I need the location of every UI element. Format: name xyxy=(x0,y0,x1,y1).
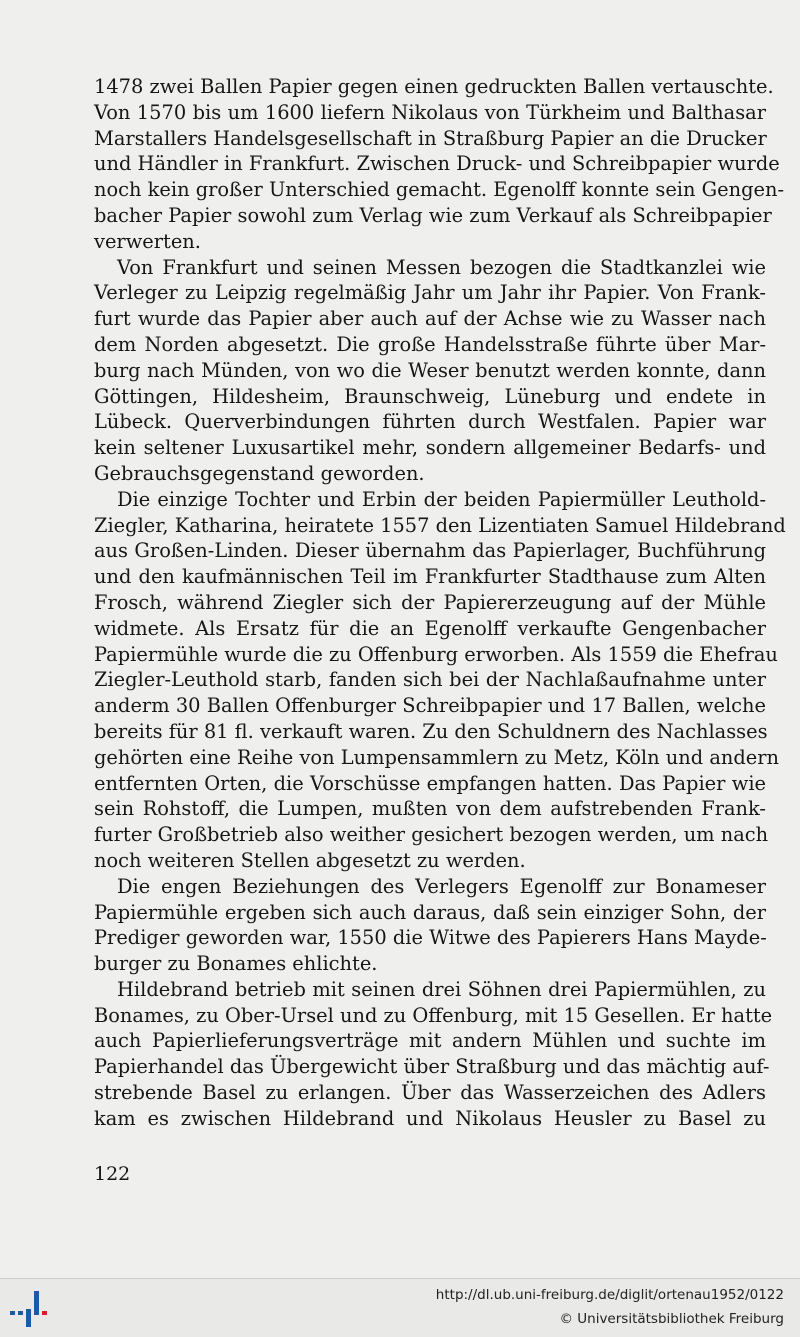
text-line: burg nach Münden, von wo die Weser benutzt werden konnte, dann xyxy=(94,358,766,382)
text-line: Von 1570 bis um 1600 liefern Nikolaus von Türkheim und Balthasar xyxy=(94,100,766,124)
text-line: Hildebrand betrieb mit seinen drei Söhnen drei Papiermühlen, zu xyxy=(117,977,766,1001)
text-line: und Händler in Frankfurt. Zwischen Druck- und Schreibpapier wurde xyxy=(94,152,780,176)
text-line: Papiermühle ergeben sich auch daraus, daß sein einziger Sohn, der xyxy=(94,900,766,924)
text-line: strebende Basel zu erlangen. Über das Wasserzeichen des Adlers xyxy=(94,1081,766,1105)
text-line: Papierhandel das Übergewicht über Straßburg und das mächtig auf- xyxy=(94,1055,770,1079)
text-line: Von Frankfurt und seinen Messen bezogen die Stadtkanzlei wie xyxy=(117,255,766,279)
paragraph xyxy=(94,977,773,1132)
text-line: Papiermühle wurde die zu Offenburg erworben. Als 1559 die Ehefrau xyxy=(94,642,778,666)
text-line: Die engen Beziehungen des Verlegers Egenolff zur Bonameser xyxy=(117,874,766,898)
paragraph xyxy=(94,74,785,255)
text-line: Lübeck. Querverbindungen führten durch Westfalen. Papier war xyxy=(94,410,766,434)
text-line: und den kaufmännischen Teil im Frankfurter Stadthause zum Alten xyxy=(94,565,766,589)
body-text xyxy=(94,74,786,1132)
text-line: sein Rohstoff, die Lumpen, mußten von dem aufstrebenden Frank- xyxy=(94,797,766,821)
text-line: Die einzige Tochter und Erbin der beiden Papiermüller Leuthold- xyxy=(117,487,766,511)
text-line: 1478 zwei Ballen Papier gegen einen gedruckten Ballen vertauschte. xyxy=(94,75,774,98)
text-line: bereits für 81 fl. verkauft waren. Zu den Schuldnern des Nachlasses xyxy=(94,719,768,743)
text-line: Bonames, zu Ober-Ursel und zu Offenburg, mit 15 Gesellen. Er hatte xyxy=(94,1003,773,1027)
paragraph xyxy=(94,255,766,487)
paragraph xyxy=(94,874,766,977)
text-line: Prediger geworden war, 1550 die Witwe des Papierers Hans Mayde- xyxy=(94,926,767,950)
text-line: kam es zwischen Hildebrand und Nikolaus Heusler zu Basel zu xyxy=(94,1106,766,1130)
ub-freiburg-logo-icon[interactable] xyxy=(10,1289,52,1329)
text-line: gehörten eine Reihe von Lumpensammlern zu Metz, Köln und andern xyxy=(94,745,780,769)
copyright-notice: © Universitätsbibliothek Freiburg xyxy=(559,1311,784,1327)
source-url-link[interactable]: http://dl.ub.uni-freiburg.de/diglit/ortenau1952/0122 xyxy=(435,1287,784,1303)
text-line: verwerten. xyxy=(94,229,201,253)
text-line: widmete. Als Ersatz für die an Egenolff verkaufte Gengenbacher xyxy=(94,616,766,640)
text-line: anderm 30 Ballen Offenburger Schreibpapier und 17 Ballen, welche xyxy=(94,694,766,718)
text-line: burger zu Bonames ehlichte. xyxy=(94,952,378,976)
text-line: furt wurde das Papier aber auch auf der Achse wie zu Wasser nach xyxy=(94,307,766,331)
text-line: aus Großen-Linden. Dieser übernahm das Papierlager, Buchführung xyxy=(94,539,766,563)
text-line: Gebrauchsgegenstand geworden. xyxy=(94,461,425,485)
text-line: noch weiteren Stellen abgesetzt zu werden. xyxy=(94,848,526,872)
text-line: furter Großbetrieb also weither gesichert bezogen werden, um nach xyxy=(94,823,769,847)
library-footer xyxy=(0,1278,800,1337)
text-line: Ziegler, Katharina, heiratete 1557 den Lizentiaten Samuel Hildebrand xyxy=(94,513,786,537)
page-number: 122 xyxy=(94,1163,131,1185)
text-line: Göttingen, Hildesheim, Braunschweig, Lüneburg und endete in xyxy=(94,384,766,408)
text-line: auch Papierlieferungsverträge mit andern Mühlen und suchte im xyxy=(94,1029,766,1053)
text-line: Verleger zu Leipzig regelmäßig Jahr um Jahr ihr Papier. Von Frank- xyxy=(94,281,766,305)
text-line: Ziegler-Leuthold starb, fanden sich bei der Nachlaßaufnahme unter xyxy=(94,668,766,692)
text-line: noch kein großer Unterschied gemacht. Egenolff konnte sein Gengen- xyxy=(94,178,785,202)
text-line: bacher Papier sowohl zum Verlag wie zum Verkauf als Schreibpapier xyxy=(94,203,772,227)
text-line: dem Norden abgesetzt. Die große Handelsstraße führte über Mar- xyxy=(94,332,766,356)
text-line: kein seltener Luxusartikel mehr, sondern allgemeiner Bedarfs- und xyxy=(94,436,766,460)
text-line: entfernten Orten, die Vorschüsse empfangen hatten. Das Papier wie xyxy=(94,771,766,795)
text-line: Frosch, während Ziegler sich der Papiererzeugung auf der Mühle xyxy=(94,590,766,614)
text-line: Marstallers Handelsgesellschaft in Straßburg Papier an die Drucker xyxy=(94,126,767,150)
paragraph xyxy=(94,487,786,874)
